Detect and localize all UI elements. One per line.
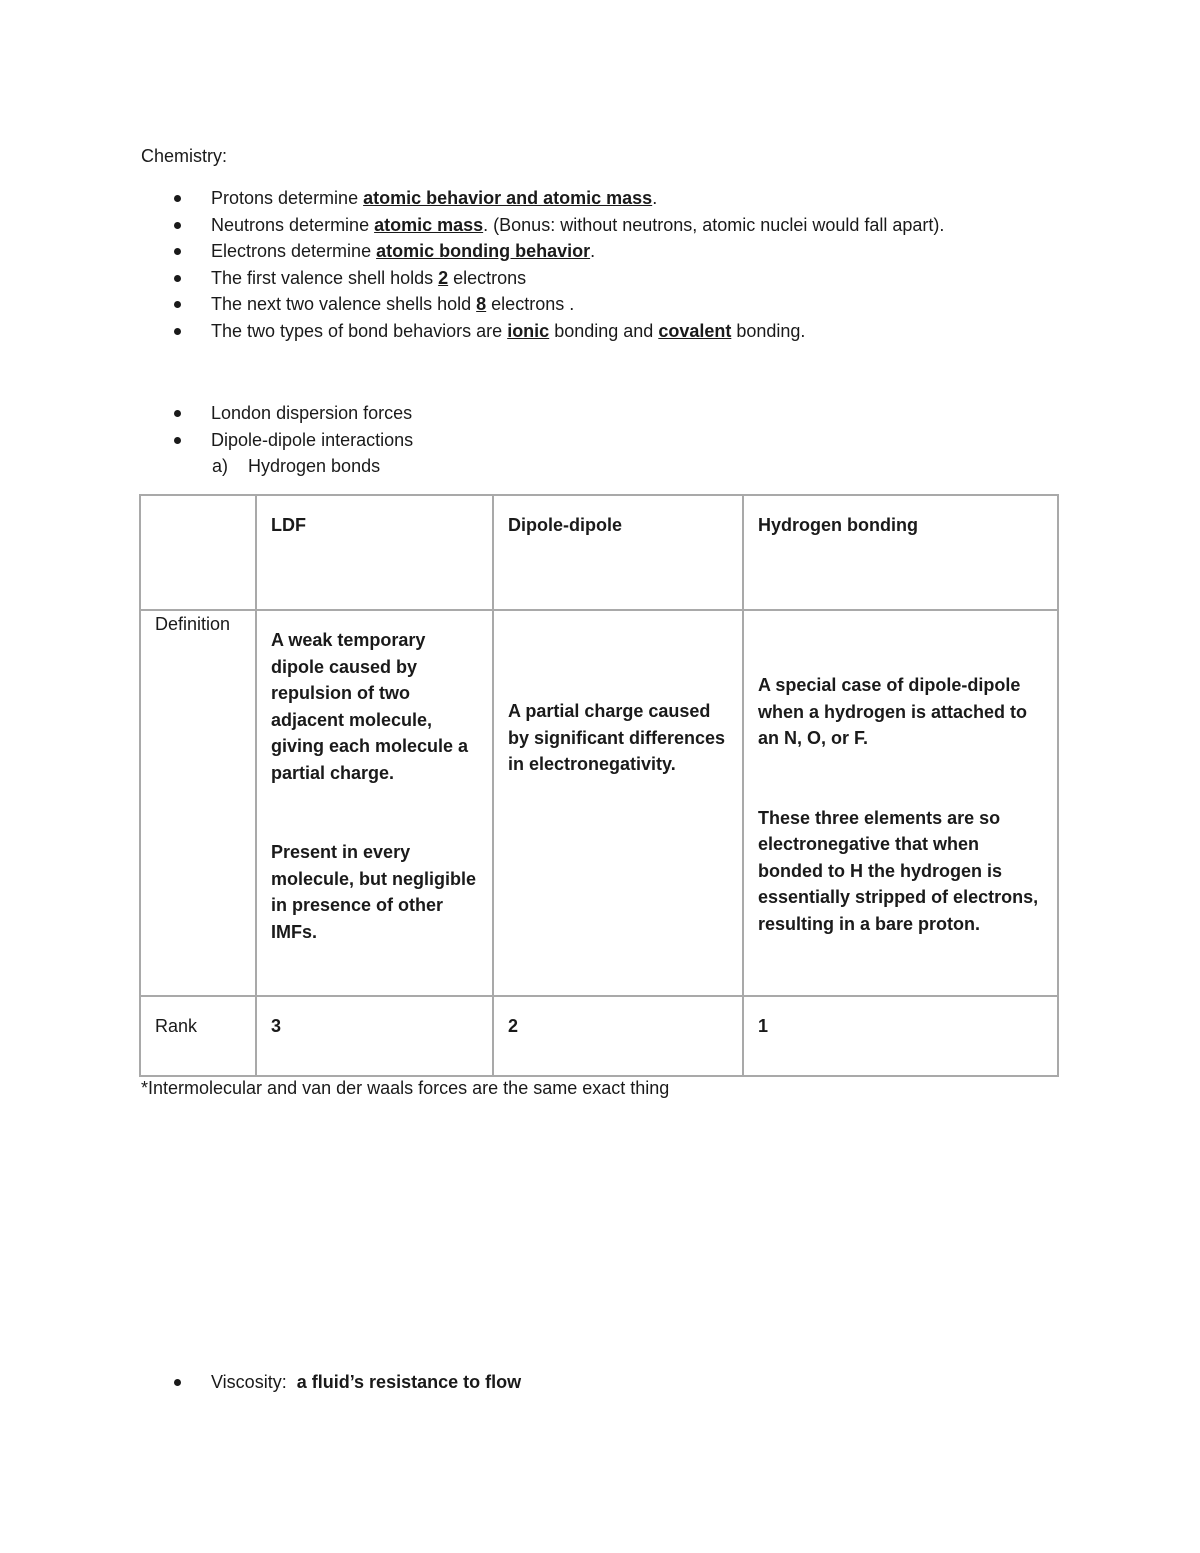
bullet-icon <box>174 248 181 255</box>
table-header-cell <box>140 495 256 610</box>
list-item: Electrons determine atomic bonding behavior. <box>141 238 944 265</box>
hydrogen-bond-definition: A special case of dipole-dipole when a hydrogen is attached to an N, O, or F. <box>758 675 1028 748</box>
list-item: London dispersion forces <box>141 400 413 427</box>
imf-list <box>141 400 413 453</box>
ldf-definition: A weak temporary dipole caused by repulsion of two adjacent molecule, giving each molecule a partial charge. <box>271 630 469 783</box>
bullet-icon <box>174 222 181 229</box>
footnote: *Intermolecular and van der waals forces are the same exact thing <box>141 1078 670 1098</box>
bullet-icon <box>174 410 181 417</box>
particles-list <box>141 185 944 344</box>
table-cell: 1 <box>743 996 1058 1076</box>
hydrogen-bond-note: These three elements are so electronegative that when bonded to H the hydrogen is essentially stripped of electrons, resulting in a bare proton. <box>758 807 1039 934</box>
bullet-icon <box>174 301 181 308</box>
table-cell <box>256 610 493 996</box>
table-header-cell: LDF <box>256 495 493 610</box>
table-header-cell: Hydrogen bonding <box>743 495 1058 610</box>
list-item: Dipole-dipole interactions <box>141 427 413 454</box>
page-heading: Chemistry: <box>141 146 228 166</box>
list-item: Viscosity: a fluid’s resistance to flow <box>141 1369 521 1396</box>
table-header-cell: Dipole-dipole <box>493 495 743 610</box>
bullet-icon <box>174 1379 181 1386</box>
row-label: Rank <box>140 996 256 1076</box>
table-row <box>140 610 1058 996</box>
list-item: The first valence shell holds 2 electrons <box>141 265 944 292</box>
sub-list-item: a) Hydrogen bonds <box>212 453 380 480</box>
dipole-dipole-definition: A partial charge caused by significant differences in electronegativity. <box>508 701 726 774</box>
row-label: Definition <box>140 610 256 996</box>
ldf-note: Present in every molecule, but negligible in presence of other IMFs. <box>271 842 477 942</box>
list-item: The two types of bond behaviors are ionic bonding and covalent bonding. <box>141 318 944 345</box>
list-item: The next two valence shells hold 8 electrons . <box>141 291 944 318</box>
list-item: Neutrons determine atomic mass. (Bonus: without neutrons, atomic nuclei would fall apart). <box>141 212 944 239</box>
table-header-row <box>140 495 1058 610</box>
bullet-icon <box>174 195 181 202</box>
sub-list-marker: a) <box>212 456 229 476</box>
table-row <box>140 996 1058 1076</box>
table-cell <box>493 610 743 996</box>
bullet-icon <box>174 437 181 444</box>
bullet-icon <box>174 275 181 282</box>
bullet-icon <box>174 328 181 335</box>
table-cell <box>743 610 1058 996</box>
list-item: Protons determine atomic behavior and atomic mass. <box>141 185 944 212</box>
viscosity-list <box>141 1369 521 1396</box>
imf-comparison-table <box>139 494 1059 1077</box>
table-cell: 3 <box>256 996 493 1076</box>
table-cell: 2 <box>493 996 743 1076</box>
